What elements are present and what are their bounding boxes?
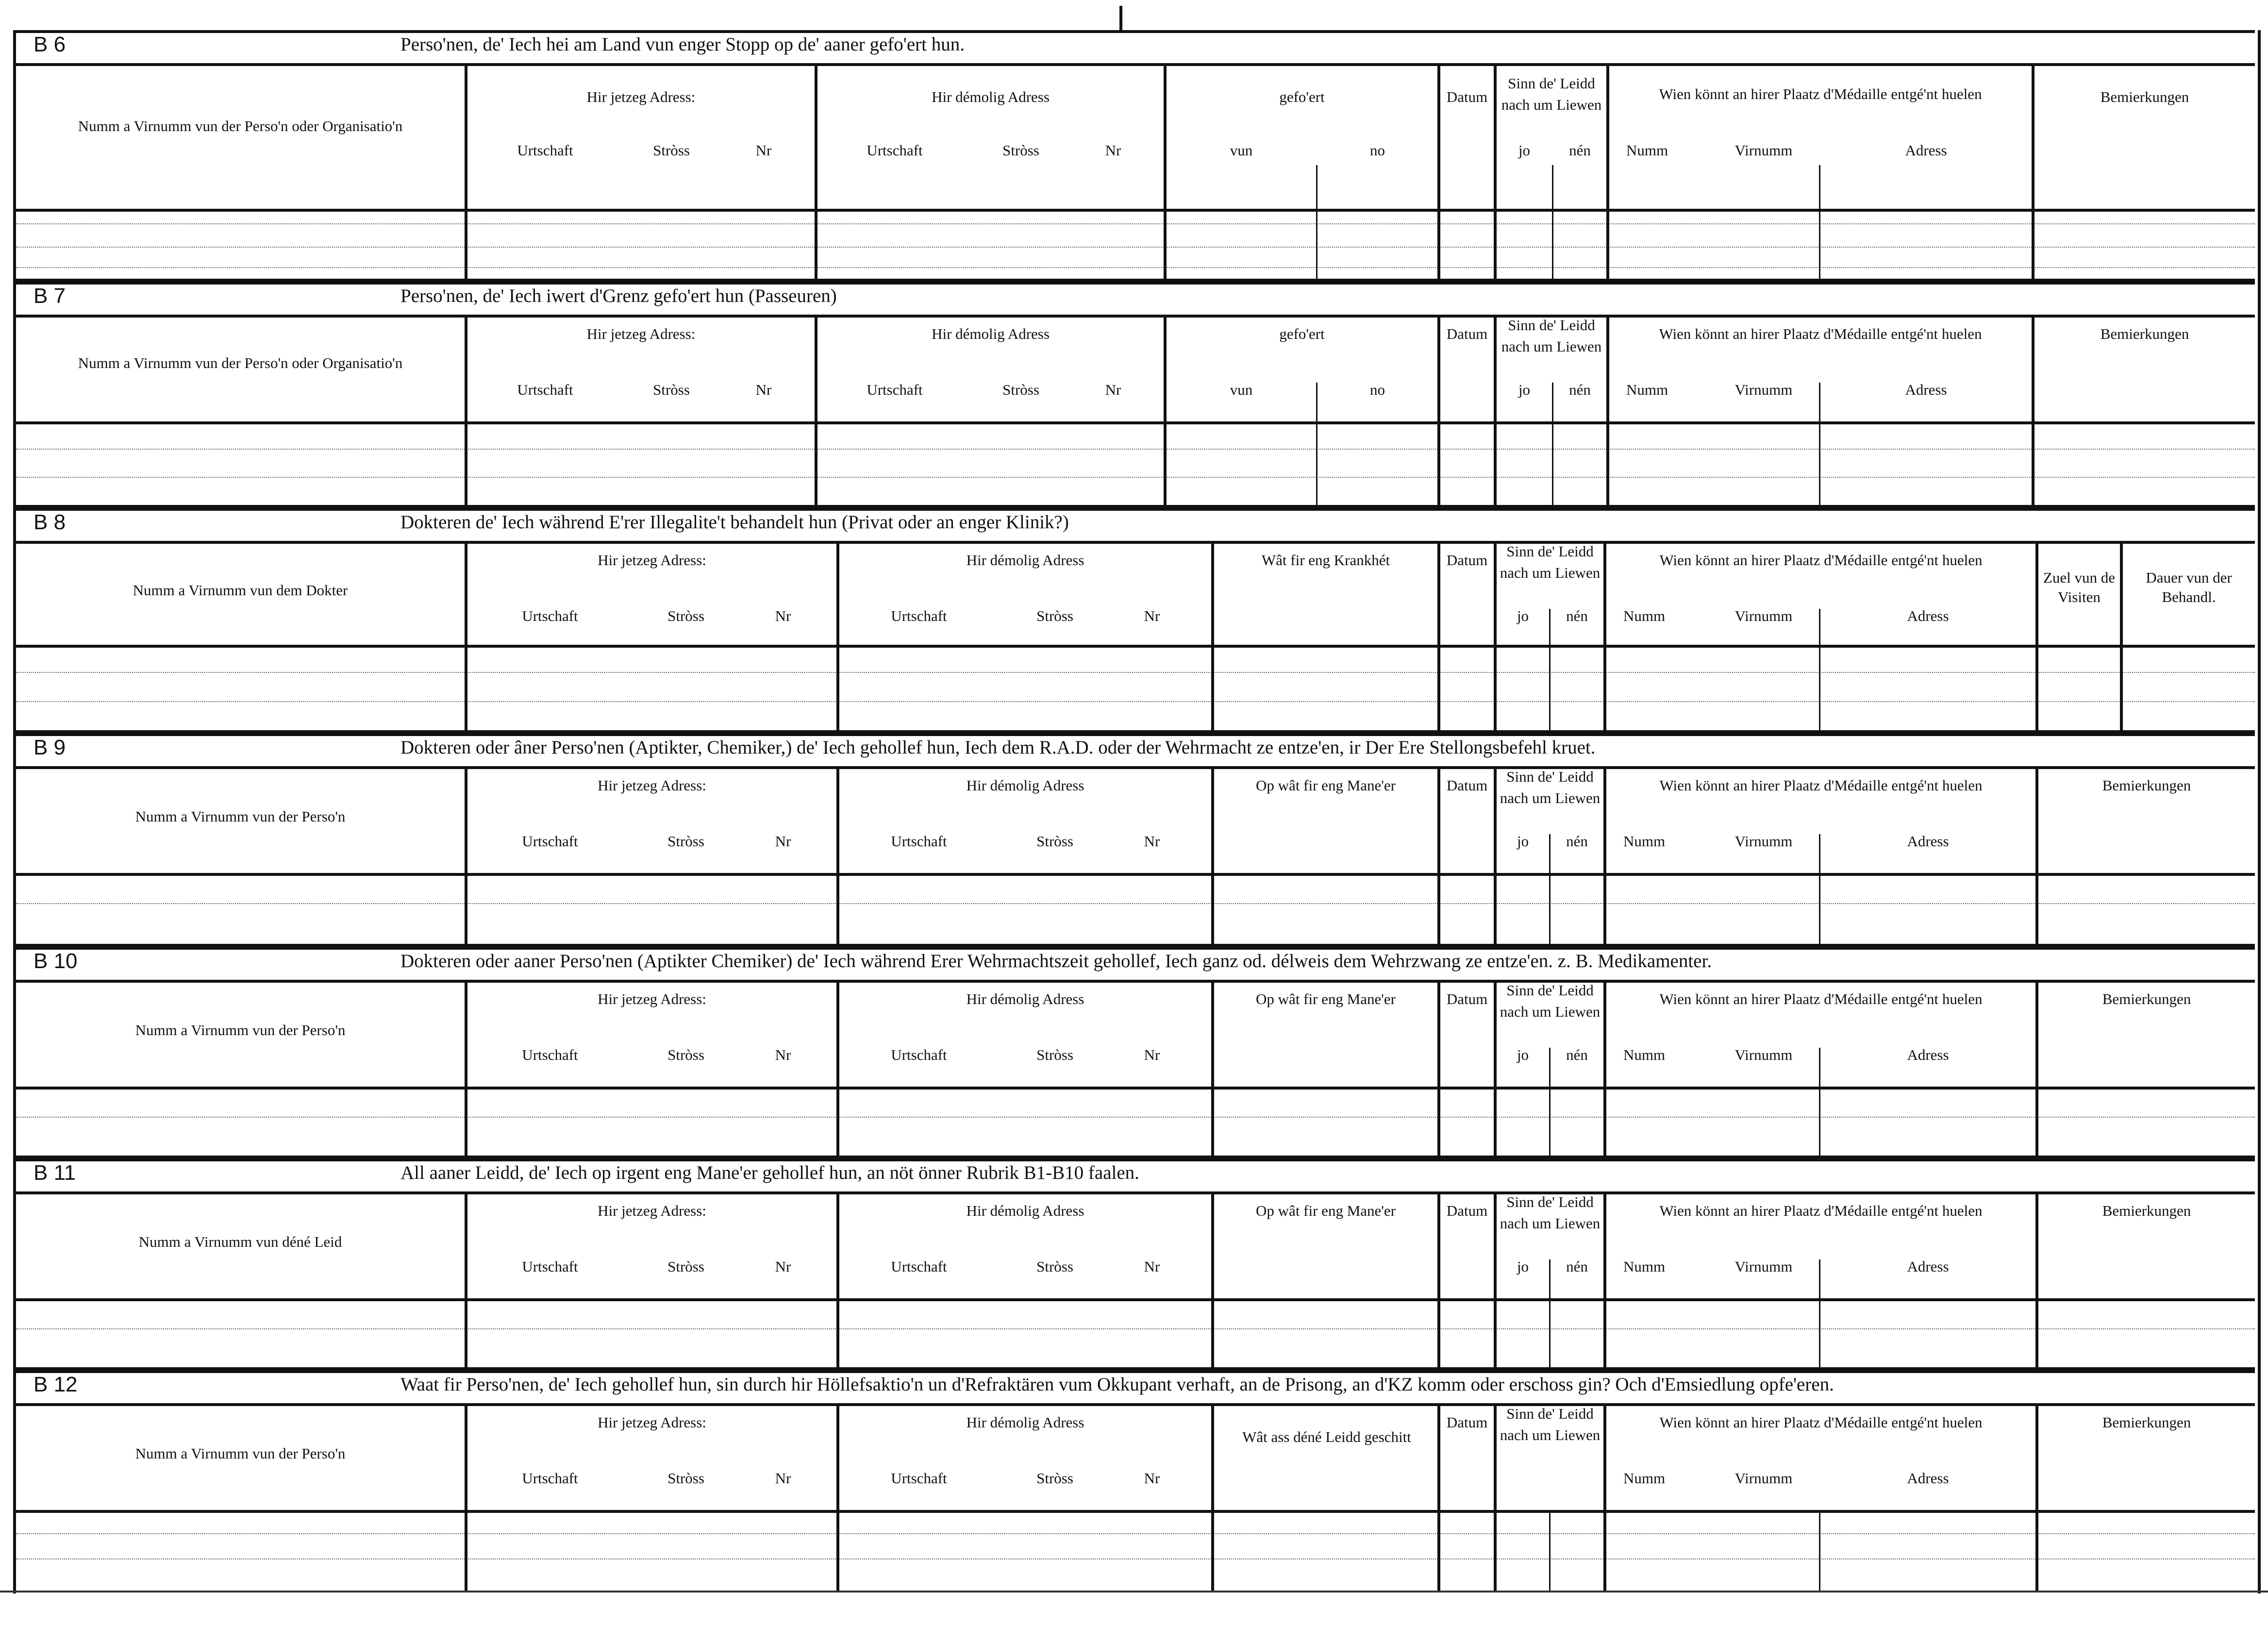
column-header-street: Stròss	[1036, 1470, 1073, 1487]
section-id: B 7	[33, 284, 66, 308]
column-header-town: Urtschaft	[891, 1470, 947, 1487]
column-header-current-address: Hir jetzeg Adress:	[598, 552, 706, 569]
column-header-alive: Sinn de' Leidd nach um Liewen	[1500, 982, 1601, 1020]
column-header-name: Numm a Virnumm vun der Perso'n	[135, 1022, 346, 1039]
column-header-medal-recipient: Wien könnt an hirer Plaatz d'Médaille entgé'nt huelen	[1659, 1414, 1983, 1431]
column-header-street: Stròss	[667, 607, 704, 624]
column-header-current-address: Hir jetzeg Adress:	[598, 990, 706, 1007]
section-id: B 11	[33, 1161, 76, 1185]
column-header-firstname: Virnumm	[1734, 381, 1793, 398]
column-header-guided: gefo'ert	[1279, 88, 1325, 105]
section-b8	[16, 508, 2255, 733]
column-header-from: vun	[1230, 381, 1253, 398]
column-header-name: Numm a Virnumm vun der Perso'n	[135, 808, 346, 825]
column-header-former-address: Hir démolig Adress	[932, 325, 1050, 342]
column-header-town: Urtschaft	[517, 381, 573, 398]
column-header-current-address: Hir jetzeg Adress:	[598, 777, 706, 794]
column-header-surname: Numm	[1623, 607, 1666, 624]
column-header-number: Nr	[1144, 1470, 1160, 1487]
column-header-number: Nr	[1144, 833, 1160, 850]
column-header-name: Numm a Virnumm vun der Perso'n oder Organisatio'n	[78, 117, 403, 134]
column-header-current-address: Hir jetzeg Adress:	[586, 88, 696, 105]
column-header-address: Adress	[1905, 381, 1947, 398]
column-header-manner: Op wât fir eng Mane'er	[1256, 990, 1396, 1007]
column-header-street: Stròss	[653, 381, 690, 398]
column-header-firstname: Virnumm	[1734, 607, 1793, 624]
section-b10	[16, 947, 2255, 1158]
column-header-yes: jo	[1517, 1258, 1529, 1275]
column-header-current-address: Hir jetzeg Adress:	[598, 1414, 706, 1431]
column-header-number: Nr	[775, 1470, 791, 1487]
column-header-to: no	[1370, 142, 1385, 159]
section-b12	[16, 1370, 2255, 1592]
section-b7	[16, 282, 2255, 508]
column-header-to: no	[1370, 381, 1385, 398]
column-header-medal-recipient: Wien könnt an hirer Plaatz d'Médaille entgé'nt huelen	[1659, 990, 1983, 1007]
column-header-number: Nr	[1144, 1046, 1160, 1063]
column-header-former-address: Hir démolig Adress	[966, 1202, 1084, 1219]
column-header-surname: Numm	[1623, 1470, 1666, 1487]
column-header-alive: Sinn de' Leidd nach um Liewen	[1500, 1193, 1601, 1232]
column-header-number: Nr	[1105, 142, 1121, 159]
column-header-town: Urtschaft	[522, 833, 578, 850]
column-header-street: Stròss	[1036, 1046, 1073, 1063]
column-header-number: Nr	[1144, 607, 1160, 624]
column-header-no: nén	[1566, 607, 1588, 624]
column-header-date: Datum	[1446, 777, 1488, 794]
column-header-surname: Numm	[1623, 1258, 1666, 1275]
column-header-town: Urtschaft	[522, 607, 578, 624]
column-header-alive: Sinn de' Leidd nach um Liewen	[1500, 1405, 1601, 1443]
column-header-number: Nr	[775, 1046, 791, 1063]
column-header-number: Nr	[775, 833, 791, 850]
column-header-current-address: Hir jetzeg Adress:	[586, 325, 696, 342]
column-header-surname: Numm	[1626, 381, 1668, 398]
column-header-address: Adress	[1907, 1470, 1949, 1487]
column-header-no: nén	[1566, 833, 1588, 850]
section-id: B 12	[33, 1373, 78, 1396]
column-header-remarks: Bemierkungen	[2102, 1414, 2191, 1431]
section-b9	[16, 733, 2255, 947]
column-header-yes: jo	[1517, 607, 1529, 624]
section-title: Dokteren oder aaner Perso'nen (Aptikter Chemiker) de' Iech während Erer Wehrmachtszeit gehollef, Iech ganz od. délweis dem Wehrzwang ze entze'en. z. B. Medikamenter.	[400, 951, 1712, 972]
column-header-address: Adress	[1907, 833, 1949, 850]
column-header-address: Adress	[1907, 1258, 1949, 1275]
column-header-street: Stròss	[1002, 142, 1039, 159]
column-header-alive: Sinn de' Leidd nach um Liewen	[1501, 75, 1602, 113]
column-header-address: Adress	[1907, 607, 1949, 624]
column-header-alive: Sinn de' Leidd nach um Liewen	[1500, 768, 1601, 806]
column-header-yes: jo	[1517, 1046, 1529, 1063]
column-header-current-address: Hir jetzeg Adress:	[598, 1202, 706, 1219]
column-header-no: nén	[1569, 142, 1591, 159]
column-header-number: Nr	[775, 1258, 791, 1275]
column-header-firstname: Virnumm	[1734, 1470, 1793, 1487]
section-title: Perso'nen, de' Iech hei am Land vun enger Stopp op de' aaner gefo'ert hun.	[400, 34, 965, 55]
column-header-street: Stròss	[667, 833, 704, 850]
column-header-no: nén	[1569, 381, 1591, 398]
column-header-firstname: Virnumm	[1734, 1258, 1793, 1275]
column-header-medal-recipient: Wien könnt an hirer Plaatz d'Médaille entgé'nt huelen	[1659, 325, 1982, 342]
column-header-street: Stròss	[1002, 381, 1039, 398]
column-header-number: Nr	[755, 381, 772, 398]
column-header-date: Datum	[1446, 1414, 1488, 1431]
column-header-former-address: Hir démolig Adress	[966, 1414, 1084, 1431]
column-header-street: Stròss	[653, 142, 690, 159]
column-header-date: Datum	[1446, 325, 1488, 342]
column-header-date: Datum	[1446, 1202, 1488, 1219]
column-header-alive: Sinn de' Leidd nach um Liewen	[1500, 543, 1601, 581]
column-header-town: Urtschaft	[891, 1258, 947, 1275]
column-header-surname: Numm	[1626, 142, 1668, 159]
column-header-name: Numm a Virnumm vun dem Dokter	[133, 582, 348, 599]
column-header-firstname: Virnumm	[1734, 1046, 1793, 1063]
column-header-treatment-duration: Dauer vun der Behandl.	[2146, 569, 2232, 605]
section-id: B 8	[33, 510, 66, 534]
column-header-town: Urtschaft	[891, 1046, 947, 1063]
column-header-firstname: Virnumm	[1734, 142, 1793, 159]
section-title: Perso'nen, de' Iech iwert d'Grenz gefo'ert hun (Passeuren)	[400, 285, 837, 306]
column-header-street: Stròss	[667, 1046, 704, 1063]
bottom-rule	[0, 1591, 2268, 1592]
column-header-number: Nr	[1105, 381, 1121, 398]
column-header-town: Urtschaft	[522, 1470, 578, 1487]
column-header-remarks: Bemierkungen	[2102, 990, 2191, 1007]
column-header-date: Datum	[1446, 552, 1488, 569]
section-id: B 9	[33, 736, 66, 759]
column-header-from: vun	[1230, 142, 1253, 159]
column-header-date: Datum	[1446, 88, 1488, 105]
column-header-medal-recipient: Wien könnt an hirer Plaatz d'Médaille entgé'nt huelen	[1659, 552, 1983, 569]
column-header-town: Urtschaft	[891, 833, 947, 850]
column-header-manner: Op wât fir eng Mane'er	[1256, 1202, 1396, 1219]
section-title: Dokteren de' Iech während E'rer Illegalite't behandelt hun (Privat oder an enger Klinik?)	[400, 512, 1069, 533]
column-header-surname: Numm	[1623, 833, 1666, 850]
column-header-former-address: Hir démolig Adress	[966, 552, 1084, 569]
column-header-remarks: Bemierkungen	[2100, 325, 2189, 342]
column-header-street: Stròss	[1036, 1258, 1073, 1275]
column-header-town: Urtschaft	[867, 142, 923, 159]
column-header-remarks: Bemierkungen	[2102, 1202, 2191, 1219]
section-b6	[16, 30, 2255, 282]
section-b11	[16, 1158, 2255, 1370]
column-header-no: nén	[1566, 1046, 1588, 1063]
column-header-what-happened: Wât ass déné Leidd geschitt	[1242, 1428, 1411, 1445]
column-header-town: Urtschaft	[891, 607, 947, 624]
section-title: All aaner Leidd, de' Iech op irgent eng Mane'er gehollef hun, an nöt önner Rubrik B1-B10 faalen.	[400, 1162, 1139, 1183]
column-header-former-address: Hir démolig Adress	[966, 777, 1084, 794]
column-header-medal-recipient: Wien könnt an hirer Plaatz d'Médaille entgé'nt huelen	[1659, 777, 1983, 794]
column-header-number: Nr	[755, 142, 772, 159]
column-header-address: Adress	[1907, 1046, 1949, 1063]
column-header-name: Numm a Virnumm vun der Perso'n oder Organisatio'n	[78, 354, 403, 371]
column-header-alive: Sinn de' Leidd nach um Liewen	[1501, 317, 1602, 355]
column-header-town: Urtschaft	[522, 1258, 578, 1275]
column-header-remarks: Bemierkungen	[2102, 777, 2191, 794]
column-header-street: Stròss	[667, 1470, 704, 1487]
column-header-town: Urtschaft	[867, 381, 923, 398]
column-header-medal-recipient: Wien könnt an hirer Plaatz d'Médaille entgé'nt huelen	[1659, 1202, 1983, 1219]
column-header-guided: gefo'ert	[1279, 325, 1325, 342]
column-header-firstname: Virnumm	[1734, 833, 1793, 850]
column-header-street: Stròss	[1036, 833, 1073, 850]
column-header-medal-recipient: Wien könnt an hirer Plaatz d'Médaille entgé'nt huelen	[1659, 85, 1982, 102]
section-id: B 6	[33, 33, 66, 56]
column-header-visit-count: Zuel vun de Visiten	[2043, 569, 2116, 605]
column-header-yes: jo	[1518, 142, 1531, 159]
section-title: Dokteren oder âner Perso'nen (Aptikter, Chemiker,) de' Iech gehollef hun, Iech dem R.A.D. oder der Wehrmacht ze entze'en, ir Der Ere Stellongsbefehl kruet.	[400, 737, 1596, 758]
column-header-surname: Numm	[1623, 1046, 1666, 1063]
top-edge-mark	[1119, 6, 1122, 30]
column-header-date: Datum	[1446, 990, 1488, 1007]
column-header-yes: jo	[1517, 833, 1529, 850]
column-header-number: Nr	[775, 607, 791, 624]
column-header-town: Urtschaft	[522, 1046, 578, 1063]
section-title: Waat fir Perso'nen, de' Iech gehollef hun, sin durch hir Höllefsaktio'n un d'Refraktären vum Okkupant verhaft, an de Prisong, an d'KZ komm oder erschoss gin? Och d'Emsiedlung opfe'eren.	[400, 1374, 1834, 1395]
column-header-manner: Op wât fir eng Mane'er	[1256, 777, 1396, 794]
column-header-name: Numm a Virnumm vun déné Leid	[138, 1233, 342, 1250]
column-header-street: Stròss	[667, 1258, 704, 1275]
column-header-name: Numm a Virnumm vun der Perso'n	[135, 1445, 346, 1462]
column-header-number: Nr	[1144, 1258, 1160, 1275]
column-header-street: Stròss	[1036, 607, 1073, 624]
column-header-illness: Wât fir eng Krankhét	[1261, 552, 1390, 569]
column-header-former-address: Hir démolig Adress	[932, 88, 1050, 105]
column-header-former-address: Hir démolig Adress	[966, 990, 1084, 1007]
column-header-no: nén	[1566, 1258, 1588, 1275]
column-header-town: Urtschaft	[517, 142, 573, 159]
column-header-address: Adress	[1905, 142, 1947, 159]
section-id: B 10	[33, 949, 78, 973]
column-header-yes: jo	[1518, 381, 1531, 398]
column-header-remarks: Bemierkungen	[2100, 88, 2189, 105]
